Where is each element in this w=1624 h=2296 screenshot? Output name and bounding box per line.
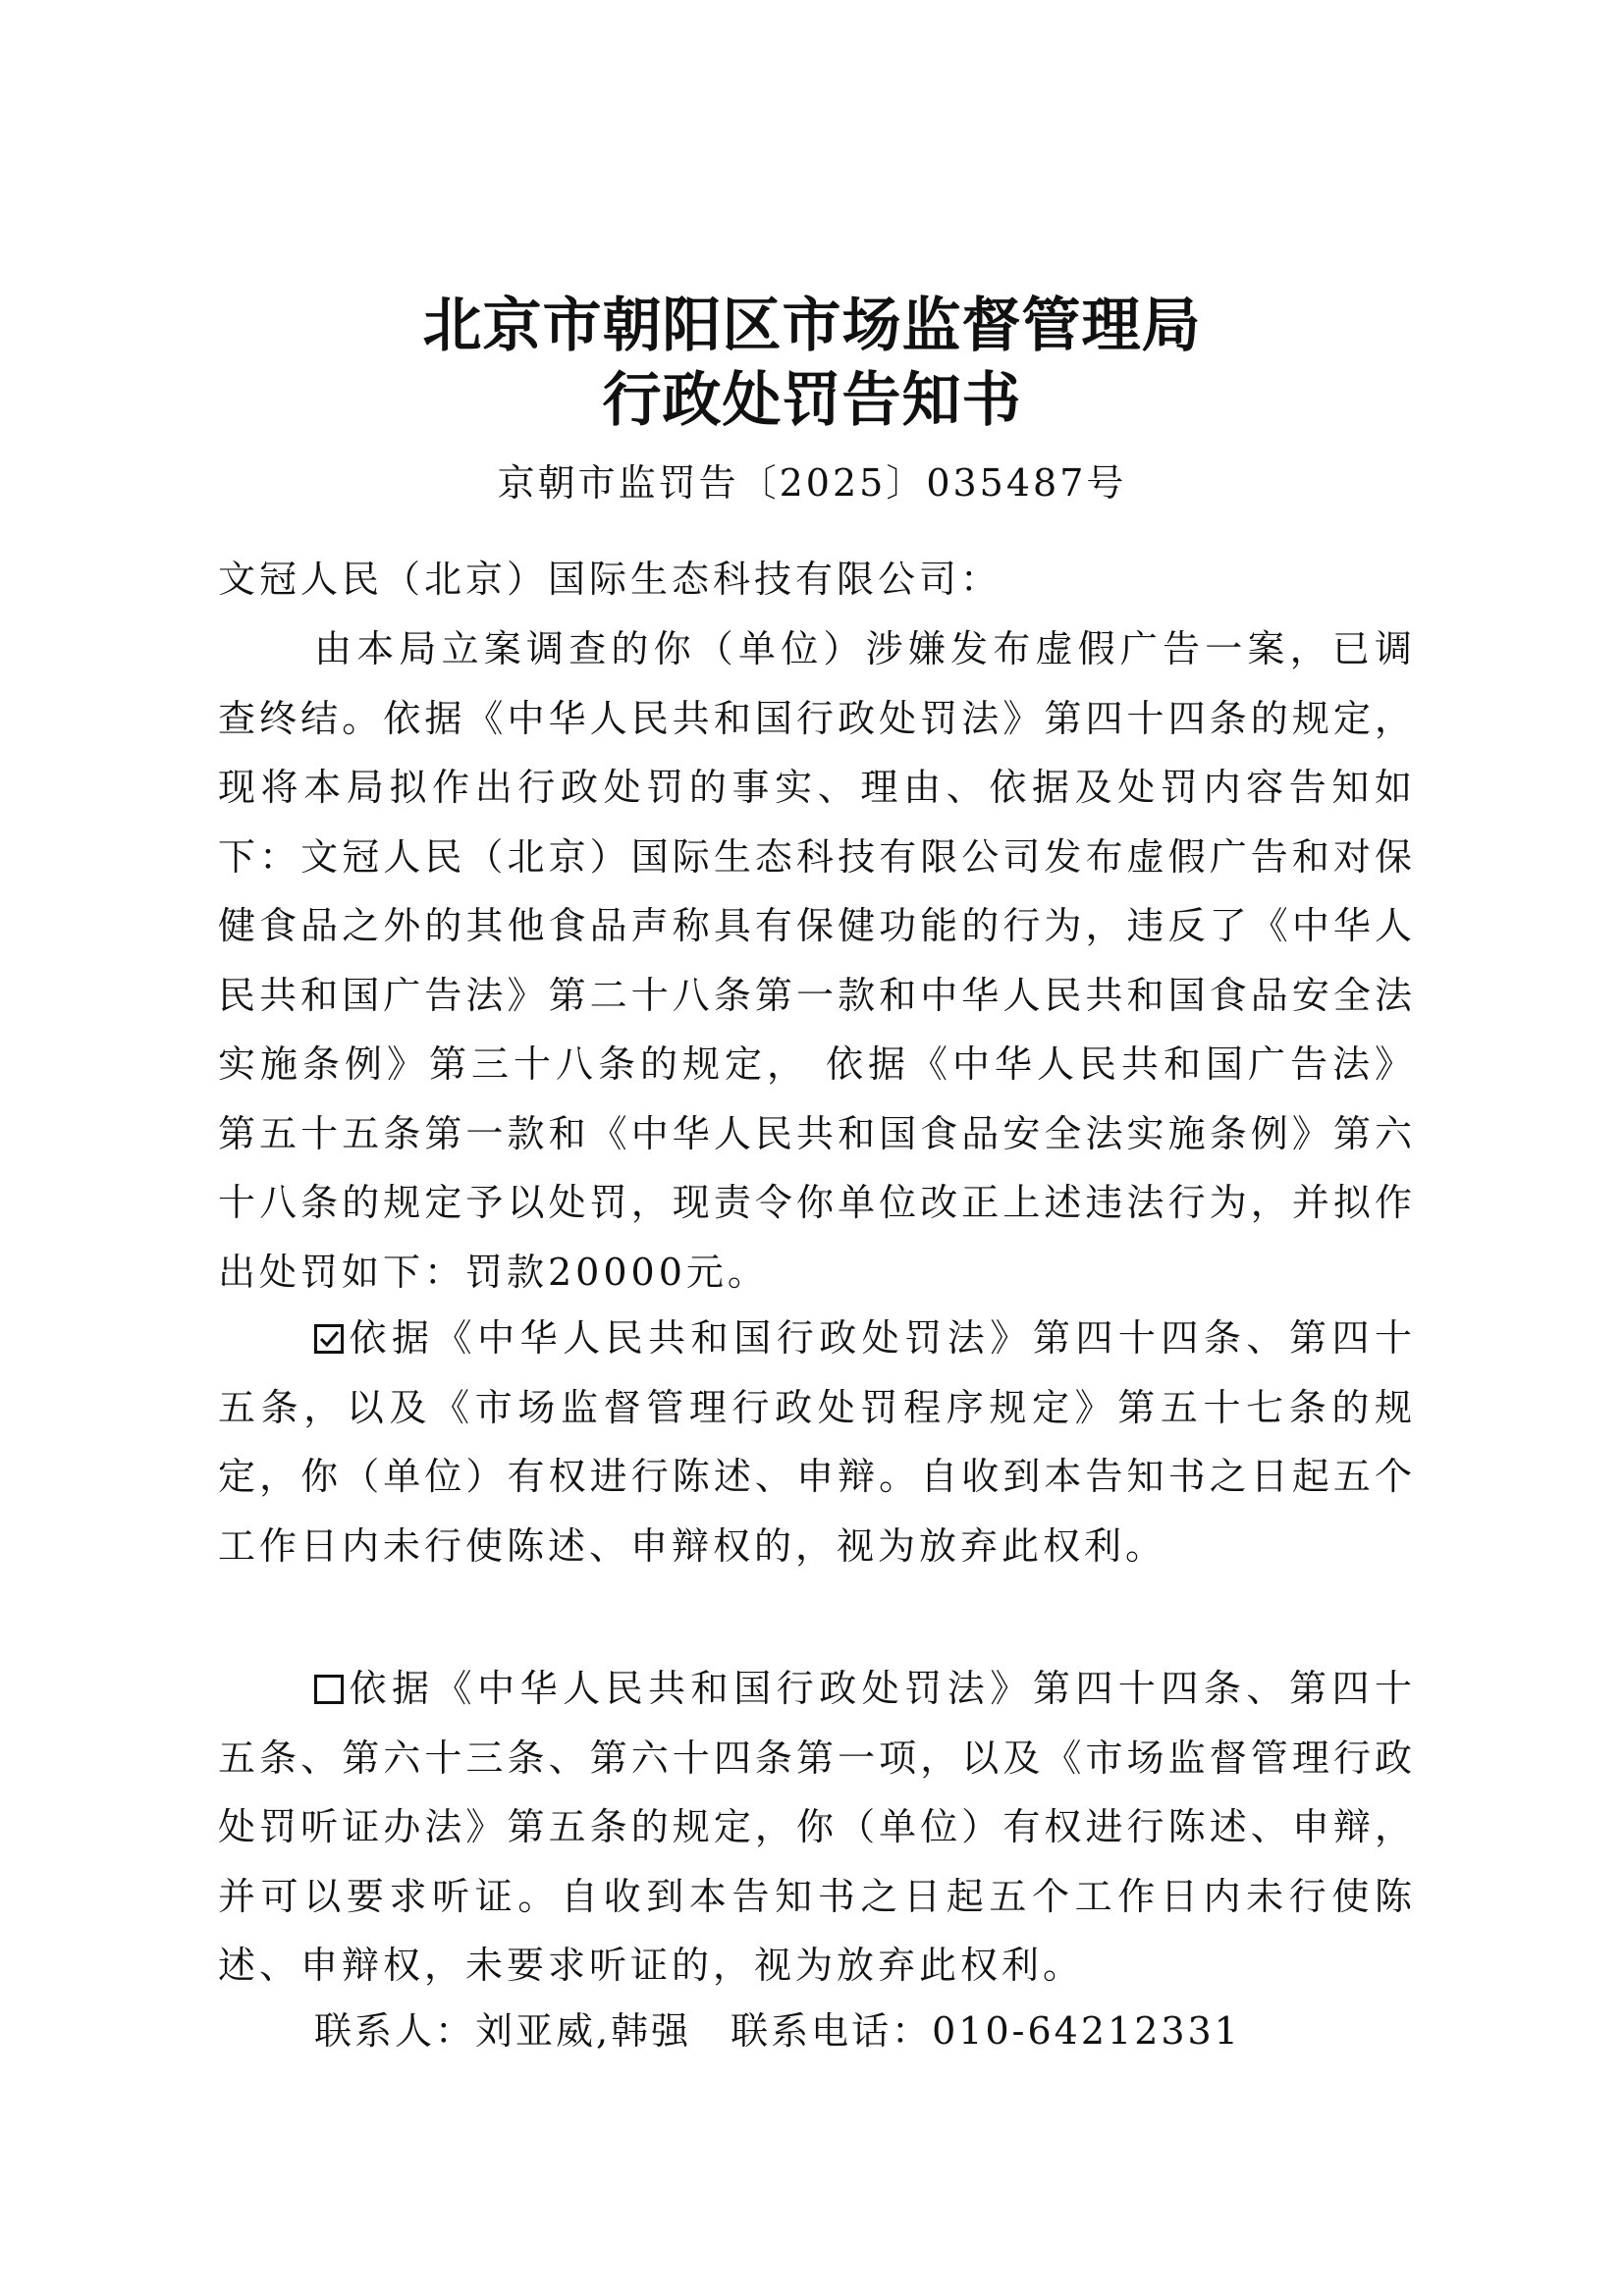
contact-phone: 010-64212331 xyxy=(932,2009,1241,2053)
option-hearing-text: 依据《中华人民共和国行政处罚法》第四十四条、第四十五条、第六十三条、第六十四条第一项，以及《市场监督管理行政处罚听证办法》第五条的规定，你（单位）有权进行陈述、申辩，并可以要求听证。自收到本告知书之日起五个工作日内未行使陈述、申辩权，未要求听证的，视为放弃此权利。 xyxy=(218,1667,1416,1987)
contact-persons: 刘亚威,韩强 xyxy=(475,2009,692,2053)
contact-line xyxy=(314,1997,1241,2065)
main-paragraph: 由本局立案调查的你（单位）涉嫌发布虚假广告一案，已调查终结。依据《中华人民共和国行政处罚法》第四十四条的规定，现将本局拟作出行政处罚的事实、理由、依据及处罚内容告知如下：文冠人民（北京）国际生态科技有限公司发布虚假广告和对保健食品之外的其他食品声称具有保健功能的行为，违反了《中华人民共和国广告法》第二十八条第一款和中华人民共和国食品安全法实施条例》第三十八条的规定， 依据《中华人民共和国广告法》第五十五条第一款和《中华人民共和国食品安全法实施条例》第六十八条的规定予以处罚，现责令你单位改正上述违法行为，并拟作出处罚如下：罚款20000元。 xyxy=(218,627,1416,1294)
document-title-line-2: 行政处罚告知书 xyxy=(602,366,1022,435)
unchecked-checkbox-icon xyxy=(314,1675,344,1704)
addressee: 文冠人民（北京）国际生态科技有限公司： xyxy=(218,558,1002,601)
option-hearing xyxy=(218,1654,1416,2001)
contact-person-label: 联系人： xyxy=(314,2009,476,2053)
option-statement-defense-text: 依据《中华人民共和国行政处罚法》第四十四条、第四十五条，以及《市场监督管理行政处罚程序规定》第五十七条的规定，你（单位）有权进行陈述、申辩。自收到本告知书之日起五个工作日内未行使陈述、申辩权的，视为放弃此权利。 xyxy=(218,1316,1416,1568)
contact-phone-label: 联系电话： xyxy=(731,2009,933,2053)
document-number: 京朝市监罚告〔2025〕035487号 xyxy=(497,461,1127,505)
checked-checkbox-icon xyxy=(314,1324,344,1354)
document-title-line-1: 北京市朝阳区市场监督管理局 xyxy=(422,292,1202,360)
option-statement-defense xyxy=(218,1304,1416,1580)
